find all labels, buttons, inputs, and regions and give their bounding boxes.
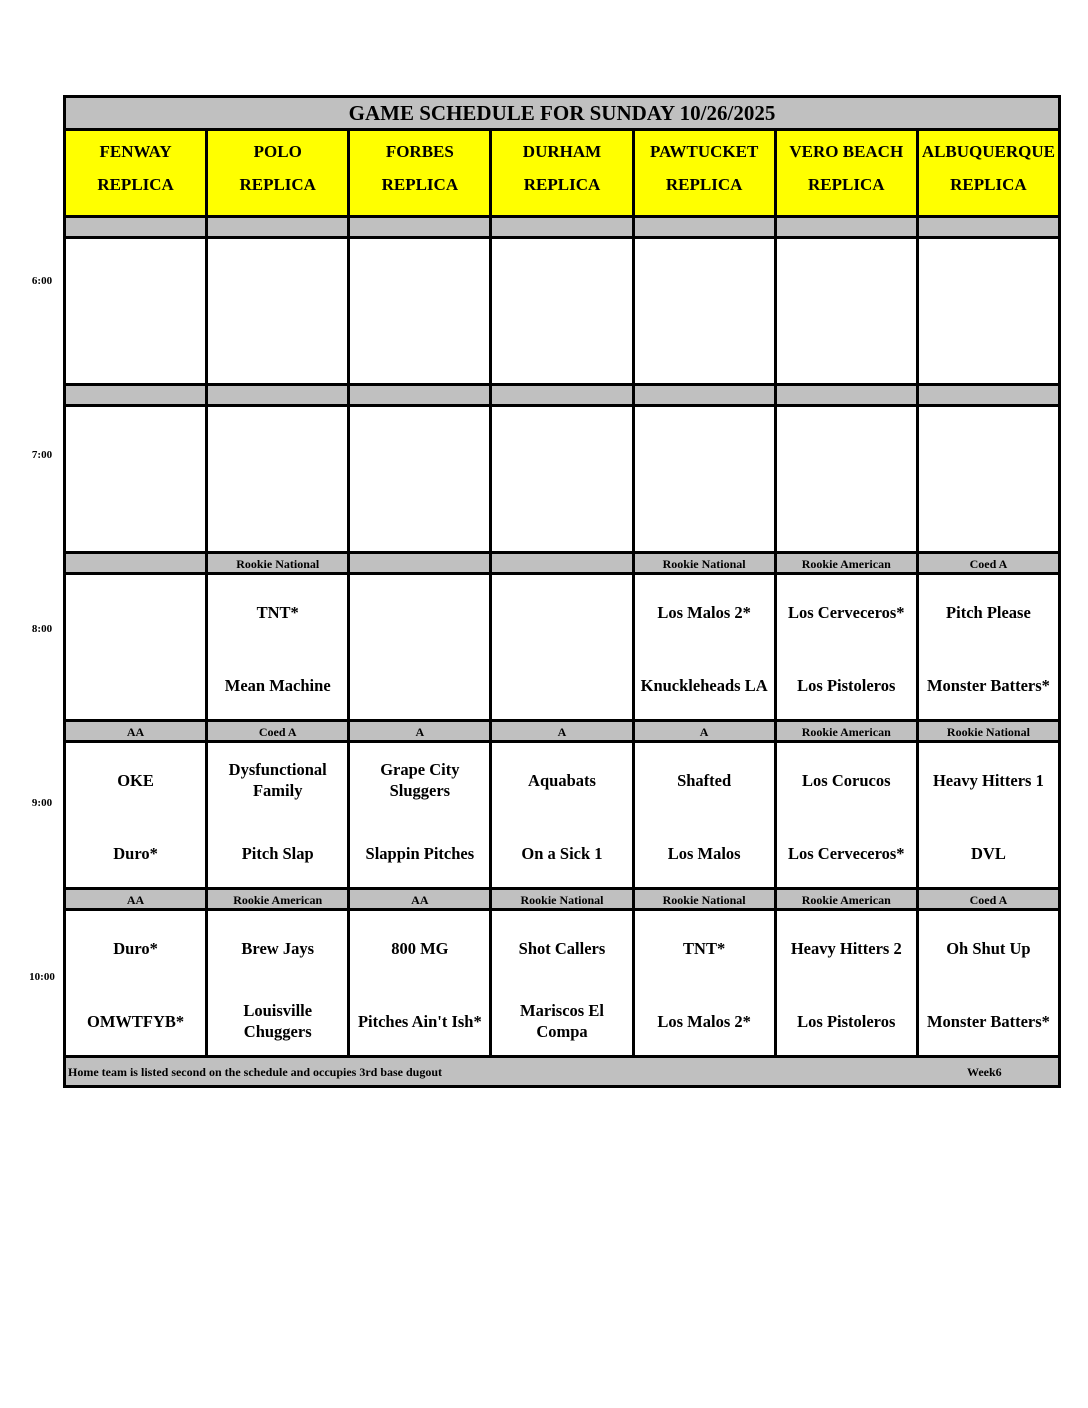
field-name: VERO BEACH [789, 142, 904, 161]
away-team [492, 421, 631, 467]
time-label: 9:00 [31, 797, 53, 809]
game-cell [350, 407, 492, 551]
field-header-pawtucket [635, 131, 777, 215]
game-cell [208, 239, 350, 383]
home-team [492, 662, 631, 708]
home-team: Duro* [113, 843, 158, 863]
game-cell [777, 911, 919, 1055]
home-team [66, 494, 205, 540]
away-team [492, 253, 631, 299]
away-team [350, 589, 489, 635]
away-team [777, 421, 916, 467]
home-team [350, 662, 489, 708]
home-team [350, 326, 489, 372]
division-label: Coed A [969, 893, 1008, 907]
field-sub: REPLICA [950, 175, 1027, 194]
game-cell [919, 743, 1058, 887]
away-team [492, 589, 631, 635]
away-team [66, 589, 205, 635]
division-label [492, 386, 634, 404]
away-team: Heavy Hitters 1 [932, 770, 1044, 790]
division-label: Rookie American [777, 890, 919, 908]
game-slot-row [66, 743, 1058, 890]
game-cell [66, 911, 208, 1055]
away-team [208, 421, 347, 467]
home-team [777, 326, 916, 372]
division-label: AA [66, 890, 208, 908]
division-label [66, 554, 208, 572]
away-team: Aquabats [528, 770, 596, 790]
field-name: ALBUQUERQUE [921, 142, 1055, 161]
field-header-vero-beach [777, 131, 919, 215]
field-header-forbes [350, 131, 492, 215]
game-cell [66, 575, 208, 719]
game-cell [492, 743, 634, 887]
away-team: Brew Jays [241, 938, 314, 958]
game-cell [208, 743, 350, 887]
time-label: 8:00 [31, 623, 53, 635]
division-label [919, 386, 1058, 404]
game-slot-row [66, 407, 1058, 554]
away-team: TNT* [256, 602, 299, 622]
home-team: OMWTFYB* [86, 1011, 185, 1031]
game-cell [635, 407, 777, 551]
game-cell [777, 575, 919, 719]
division-label [919, 218, 1058, 236]
home-team: Mean Machine [224, 675, 331, 695]
division-label: Coed A [969, 557, 1008, 571]
schedule-title: GAME SCHEDULE FOR SUNDAY 10/26/2025 [66, 98, 1058, 131]
away-team: Los Cerveceros* [788, 602, 905, 622]
away-team [635, 421, 774, 467]
field-sub: REPLICA [808, 175, 885, 194]
game-slot-row [66, 239, 1058, 386]
game-cell [777, 407, 919, 551]
game-cell [66, 743, 208, 887]
home-team [492, 494, 631, 540]
home-team [66, 662, 205, 708]
away-team [919, 253, 1058, 299]
away-team: Los Malos 2* [657, 602, 751, 622]
home-team [919, 494, 1058, 540]
division-label [66, 386, 208, 404]
division-row [66, 890, 1058, 911]
division-label: Rookie American [208, 890, 350, 908]
home-team [350, 494, 489, 540]
division-label: A [350, 722, 492, 740]
division-label: Rookie National [635, 554, 777, 572]
away-team [777, 253, 916, 299]
home-team: Los Malos 2* [657, 1011, 751, 1031]
field-header-durham [492, 131, 634, 215]
field-name: POLO [253, 142, 302, 161]
division-label [66, 218, 208, 236]
game-cell [350, 239, 492, 383]
week-label: Week6 [967, 1065, 1002, 1079]
home-team [208, 326, 347, 372]
time-label: 6:00 [31, 275, 53, 287]
division-label [350, 386, 492, 404]
division-label: Rookie National [946, 725, 1030, 739]
field-sub: REPLICA [523, 175, 601, 194]
field-header-row [66, 131, 1058, 218]
home-team: Los Pistoleros [797, 675, 896, 695]
away-team: Pitch Please [946, 602, 1031, 622]
division-label: AA [66, 722, 208, 740]
away-team: Oh Shut Up [946, 938, 1031, 958]
division-label: Coed A [208, 722, 350, 740]
time-label: 10:00 [29, 971, 55, 983]
home-team: Louisville Chuggers [243, 1001, 313, 1041]
division-row [66, 218, 1058, 239]
game-cell [492, 239, 634, 383]
division-label: AA [350, 890, 492, 908]
game-cell [919, 407, 1058, 551]
game-cell [635, 743, 777, 887]
game-cell [777, 743, 919, 887]
division-label: Rookie National [492, 890, 634, 908]
field-header-polo [208, 131, 350, 215]
division-label: A [635, 722, 777, 740]
home-team: Slappin Pitches [365, 843, 475, 863]
field-header-albuquerque [919, 131, 1058, 215]
away-team: Los Corucos [802, 770, 891, 790]
away-team: 800 MG [391, 938, 449, 958]
away-team [350, 253, 489, 299]
division-label [350, 554, 492, 572]
division-label: Rookie American [777, 554, 919, 572]
footer-note: Home team is listed second on the schedule and occupies 3rd base dugout [68, 1065, 443, 1079]
game-cell [350, 575, 492, 719]
game-cell [492, 407, 634, 551]
home-team [635, 494, 774, 540]
field-header-fenway [66, 131, 208, 215]
field-name: DURHAM [522, 142, 602, 161]
division-label: Rookie National [635, 890, 777, 908]
away-team: TNT* [683, 938, 726, 958]
division-row [66, 722, 1058, 743]
division-label [208, 218, 350, 236]
division-label [635, 386, 777, 404]
home-team: Monster Batters* [926, 675, 1050, 695]
home-team [635, 326, 774, 372]
division-row [66, 554, 1058, 575]
away-team: Heavy Hitters 2 [790, 938, 902, 958]
division-label [777, 386, 919, 404]
division-label: A [492, 722, 634, 740]
away-team [208, 253, 347, 299]
away-team: Dysfunctional Family [228, 760, 327, 800]
home-team: Mariscos El Compa [520, 1001, 604, 1041]
away-team [635, 253, 774, 299]
away-team [919, 421, 1058, 467]
game-cell [635, 911, 777, 1055]
home-team: Knuckleheads LA [640, 675, 768, 695]
game-cell [919, 575, 1058, 719]
game-cell [492, 575, 634, 719]
field-sub: REPLICA [665, 175, 743, 194]
division-label: Rookie National [208, 554, 350, 572]
game-cell [492, 911, 634, 1055]
away-team: OKE [117, 770, 154, 790]
game-slot-row [66, 911, 1058, 1058]
home-team: DVL [970, 843, 1006, 863]
game-cell [66, 239, 208, 383]
schedule-footer [66, 1058, 1058, 1085]
game-cell [350, 743, 492, 887]
schedule-table [63, 95, 1061, 1088]
game-slot-row [66, 575, 1058, 722]
field-name: PAWTUCKET [649, 142, 759, 161]
division-label [777, 218, 919, 236]
game-cell [635, 575, 777, 719]
game-cell [66, 407, 208, 551]
game-cell [350, 911, 492, 1055]
game-cell [208, 575, 350, 719]
division-label [208, 386, 350, 404]
home-team [777, 494, 916, 540]
time-slots [66, 218, 1058, 1058]
home-team: Los Malos [667, 843, 741, 863]
home-team: Monster Batters* [926, 1011, 1050, 1031]
away-team [66, 421, 205, 467]
away-team [350, 421, 489, 467]
game-cell [635, 239, 777, 383]
field-sub: REPLICA [97, 175, 174, 194]
home-team [208, 494, 347, 540]
division-label [492, 554, 634, 572]
home-team [919, 326, 1058, 372]
away-team: Shot Callers [518, 938, 606, 958]
away-team: Duro* [113, 938, 158, 958]
game-cell [919, 911, 1058, 1055]
home-team: On a Sick 1 [521, 843, 603, 863]
field-name: FENWAY [99, 142, 172, 161]
away-team: Shafted [677, 770, 732, 790]
field-sub: REPLICA [239, 175, 316, 194]
home-team: Los Pistoleros [797, 1011, 896, 1031]
division-label [350, 218, 492, 236]
division-label [492, 218, 634, 236]
division-label: Rookie American [777, 722, 919, 740]
home-team [492, 326, 631, 372]
home-team [66, 326, 205, 372]
division-label [635, 218, 777, 236]
game-cell [777, 239, 919, 383]
home-team: Los Cerveceros* [788, 843, 905, 863]
game-cell [208, 911, 350, 1055]
away-team [66, 253, 205, 299]
time-label: 7:00 [31, 449, 53, 461]
division-row [66, 386, 1058, 407]
game-cell [919, 239, 1058, 383]
field-sub: REPLICA [381, 175, 459, 194]
away-team: Grape City Sluggers [380, 760, 460, 800]
game-cell [208, 407, 350, 551]
field-name: FORBES [385, 142, 454, 161]
home-team: Pitches Ain't Ish* [357, 1011, 482, 1031]
home-team: Pitch Slap [241, 843, 314, 863]
